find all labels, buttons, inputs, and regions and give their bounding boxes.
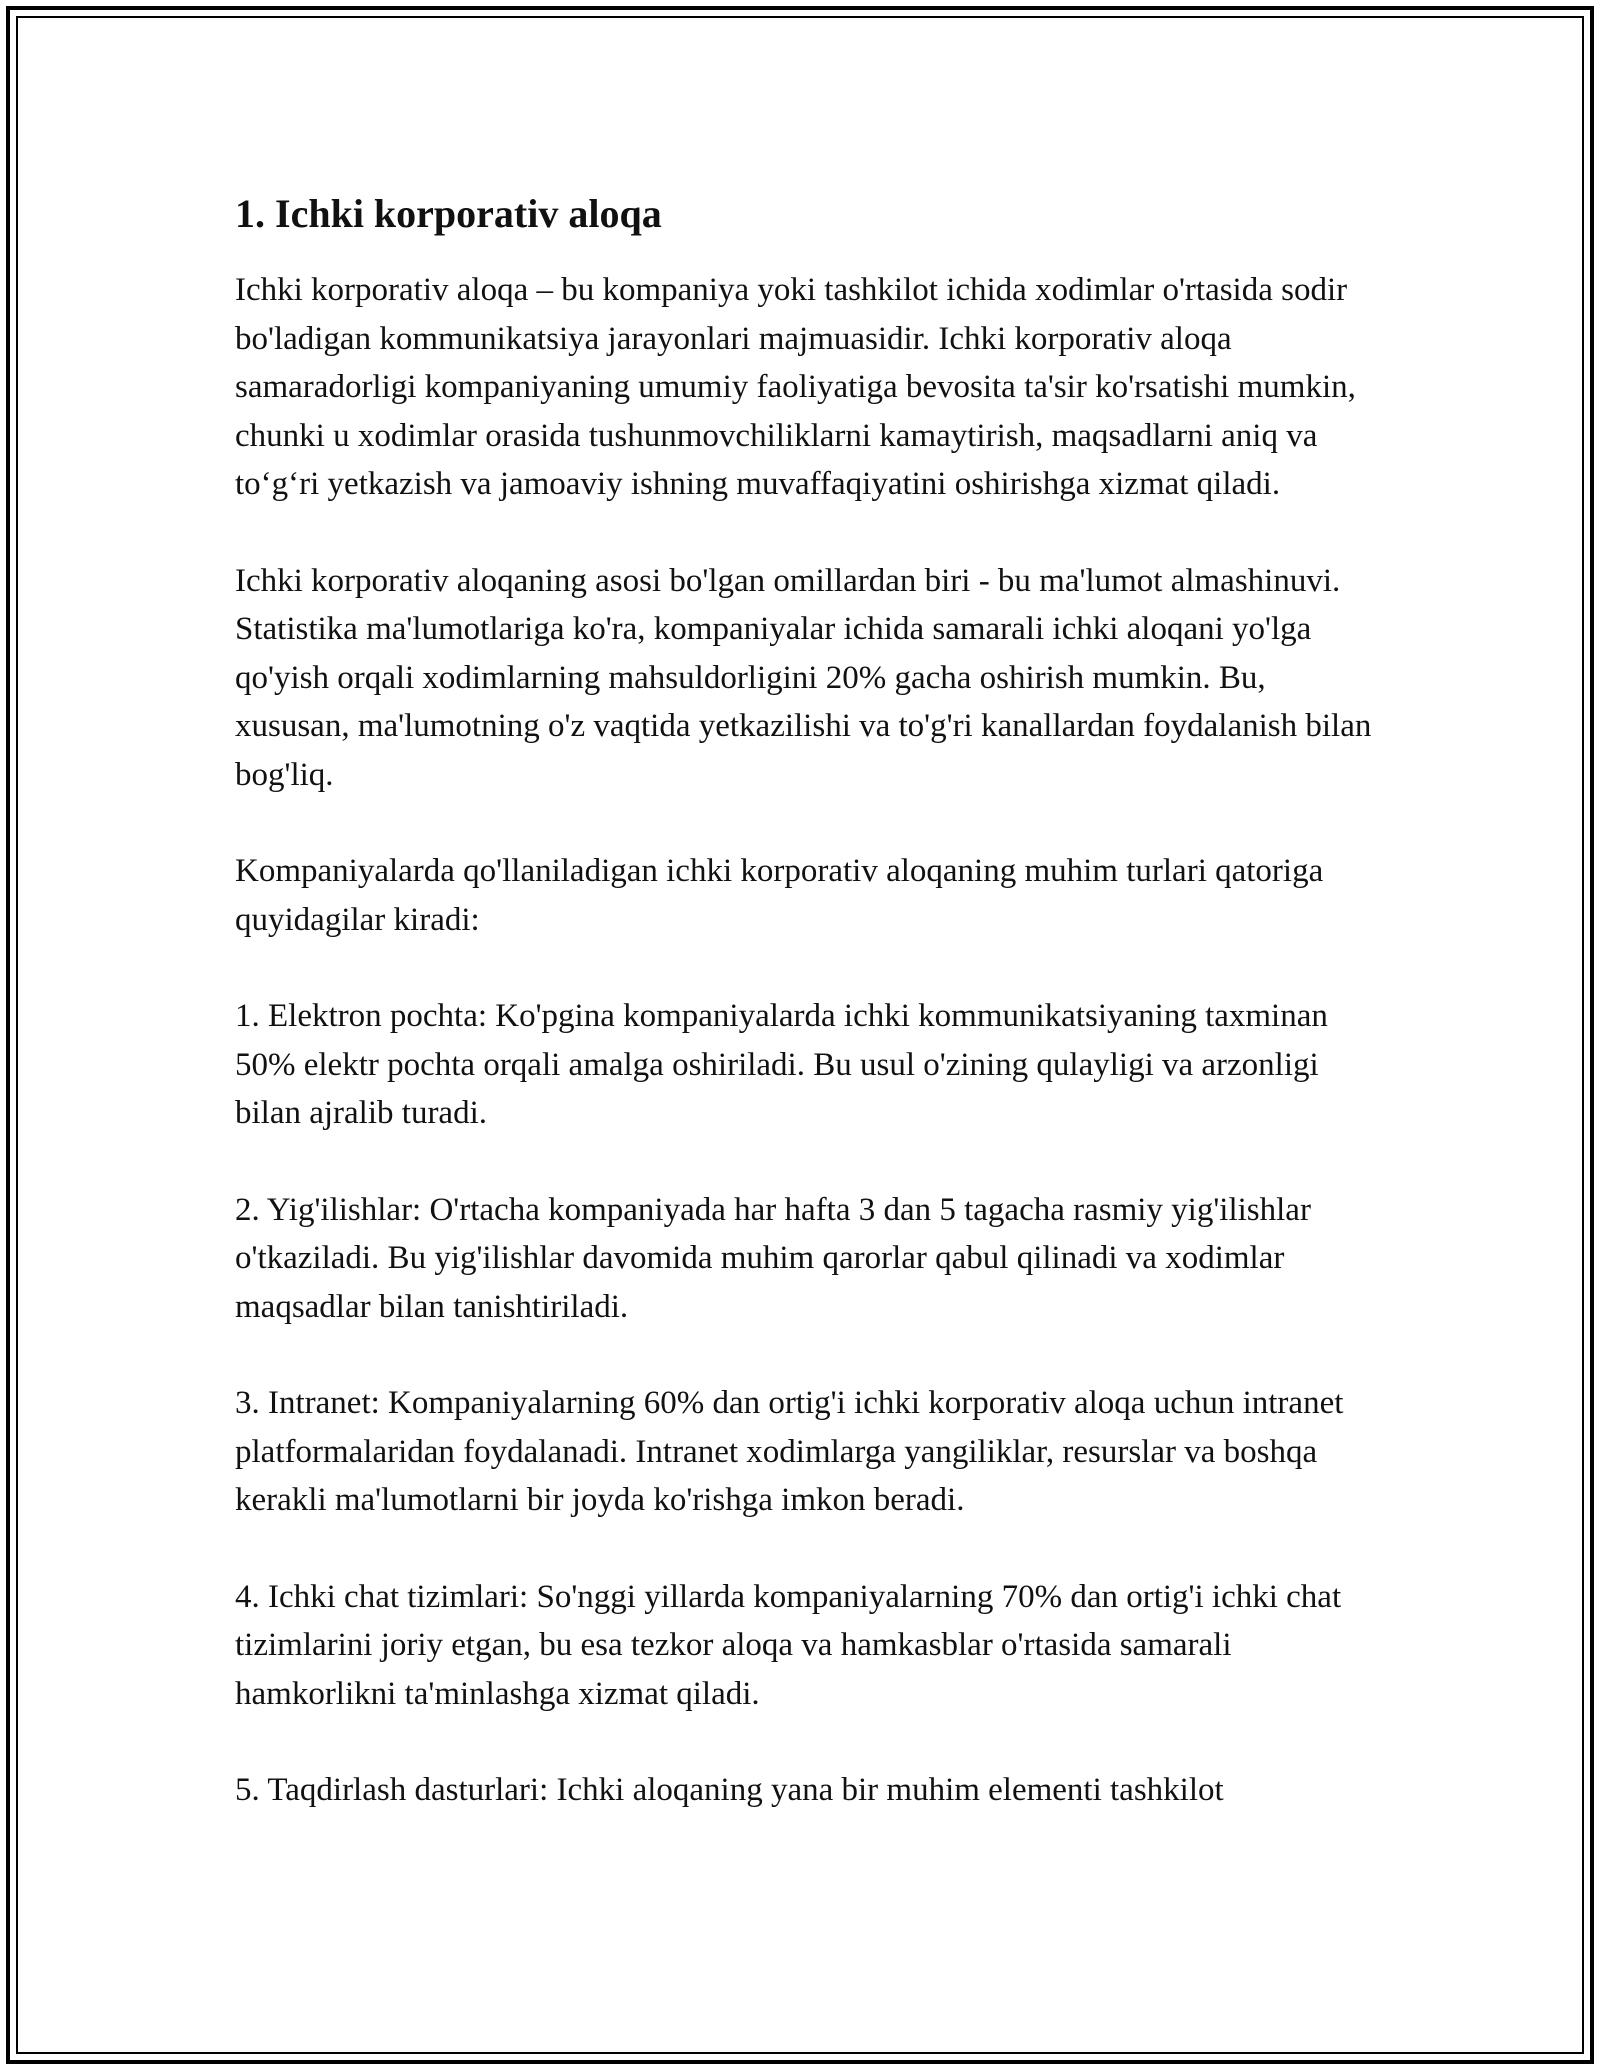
list-item-intranet: 3. Intranet: Kompaniyalarning 60% dan ortig'i ichki korporativ aloqa uchun intranet platformalaridan foydalanadi. Intranet xodimlarga yangiliklar, resurslar va boshqa kerakli ma'lumotlarni bir joyda ko'rishga imkon beradi.: [235, 1385, 1344, 1518]
document-body: [235, 188, 1375, 1815]
intro-paragraph: Ichki korporativ aloqa – bu kompaniya yoki tashkilot ichida xodimlar o'rtasida sodir bo'ladigan kommunikatsiya jarayonlari majmuasidir. Ichki korporativ aloqa samaradorligi kompaniyaning umumiy faoliyatiga bevosita ta'sir ko'rsatishi mumkin, chunki u xodimlar orasida tushunmovchiliklarni kamaytirish, maqsadlarni aniq va to‘g‘ri yetkazish va jamoaviy ishning muvaffaqiyatini oshirishga xizmat qiladi.: [235, 272, 1356, 502]
list-item-email: 1. Elektron pochta: Ko'pgina kompaniyalarda ichki kommunikatsiyaning taxminan 50% elektr pochta orqali amalga oshiriladi. Bu usul o'zining qulayligi va arzonligi bilan ajralib turadi.: [235, 998, 1328, 1131]
list-item-meetings: 2. Yig'ilishlar: O'rtacha kompaniyada har hafta 3 dan 5 tagacha rasmiy yig'ilishlar o'tkaziladi. Bu yig'ilishlar davomida muhim qarorlar qabul qilinadi va xodimlar maqsadlar bilan tanishtiriladi.: [235, 1191, 1311, 1325]
list-item-reward-programs: 5. Taqdirlash dasturlari: Ichki aloqaning yana bir muhim elementi tashkilot: [235, 1772, 1224, 1808]
list-item-chat-systems: 4. Ichki chat tizimlari: So'nggi yillarda kompaniyalarning 70% dan ortig'i ichki chat tizimlarini joriy etgan, bu esa tezkor aloqa va hamkasblar o'rtasida samarali hamkorlikni ta'minlashga xizmat qiladi.: [235, 1578, 1342, 1712]
section-heading: 1. Ichki korporativ aloqa: [235, 191, 662, 236]
types-intro-paragraph: Kompaniyalarda qo'llaniladigan ichki korporativ aloqaning muhim turlari qatoriga quyidagilar kiradi:: [235, 853, 1324, 938]
info-exchange-paragraph: Ichki korporativ aloqaning asosi bo'lgan omillardan biri - bu ma'lumot almashinuvi. Statistika ma'lumotlariga ko'ra, kompaniyalar ichida samarali ichki aloqani yo'lga qo'yish orqali xodimlarning mahsuldorligini 20% gacha oshirish mumkin. Bu, xususan, ma'lumotning o'z vaqtida yetkazilishi va to'g'ri kanallardan foydalanish bilan bog'liq.: [235, 562, 1372, 793]
